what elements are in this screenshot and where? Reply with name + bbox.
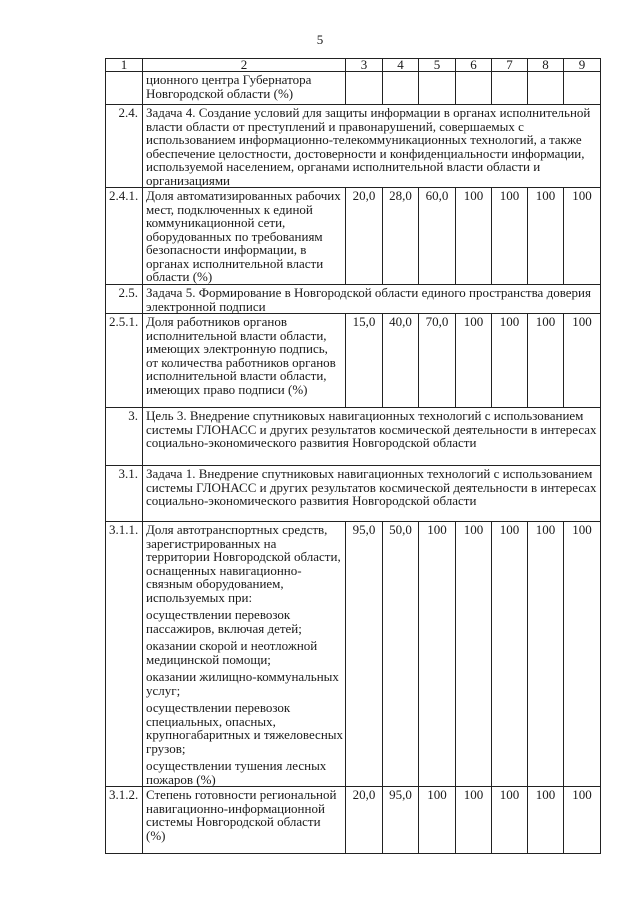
row-number: 3.1. <box>106 466 143 522</box>
row-text-part: осуществлении тушения лесных пожаров (%) <box>146 758 327 787</box>
value-cell <box>528 72 564 105</box>
row-text <box>143 522 346 787</box>
value-cell: 100 <box>492 314 528 408</box>
header-row <box>106 59 601 72</box>
header-cell: 4 <box>383 59 419 72</box>
table-row <box>106 314 601 408</box>
value-cell <box>564 72 601 105</box>
value-cell: 100 <box>564 522 601 787</box>
row-text: Цель 3. Внедрение спутниковых навигационных технологий с использованием системы ГЛОНАСС и других результатов космической деятельности в интересах социально-экономического развития Новгородской области <box>143 408 601 466</box>
row-number: 3.1.1. <box>106 522 143 787</box>
header-cell: 9 <box>564 59 601 72</box>
row-number <box>106 72 143 105</box>
value-cell: 100 <box>419 522 456 787</box>
value-cell <box>456 72 492 105</box>
header-cell: 2 <box>143 59 346 72</box>
value-cell: 100 <box>564 188 601 285</box>
row-text: Доля работников органов исполнительной власти области, имеющих электронную подпись, от количества работников органов исполнительной власти области, имеющих право подписи (%) <box>143 314 346 408</box>
row-number: 2.4. <box>106 105 143 188</box>
value-cell <box>492 72 528 105</box>
table-row <box>106 105 601 188</box>
row-text: Доля автоматизированных рабочих мест, подключенных к единой коммуникационной сети, оборудованных по требованиям безопасности информации, в органах исполнительной власти области (%) <box>143 188 346 285</box>
value-cell: 100 <box>528 314 564 408</box>
value-cell: 100 <box>492 188 528 285</box>
row-number: 2.5.1. <box>106 314 143 408</box>
value-cell <box>383 72 419 105</box>
row-text-part: оказании жилищно-коммунальных услуг; <box>146 669 339 698</box>
value-cell: 95,0 <box>346 522 383 787</box>
value-cell: 100 <box>456 522 492 787</box>
value-cell: 100 <box>528 787 564 854</box>
value-cell <box>419 72 456 105</box>
row-number: 2.5. <box>106 285 143 314</box>
page-number: 5 <box>316 32 324 47</box>
row-number: 3.1.2. <box>106 787 143 854</box>
value-cell: 20,0 <box>346 188 383 285</box>
header-cell: 8 <box>528 59 564 72</box>
table-row <box>106 466 601 522</box>
header-cell: 5 <box>419 59 456 72</box>
table-row <box>106 188 601 285</box>
row-text: Задача 1. Внедрение спутниковых навигационных технологий с использованием системы ГЛОНАСС и других результатов космической деятельности в интересах социально-экономического развития Новгородской области <box>143 466 601 522</box>
row-text: Задача 5. Формирование в Новгородской области единого пространства доверия электронной подписи <box>143 285 601 314</box>
table-row <box>106 522 601 787</box>
value-cell: 100 <box>564 314 601 408</box>
value-cell: 100 <box>456 787 492 854</box>
row-text: Степень готовности региональной навигационно-информационной системы Новгородской области (%) <box>143 787 346 854</box>
value-cell: 100 <box>419 787 456 854</box>
value-cell: 100 <box>456 188 492 285</box>
value-cell: 60,0 <box>419 188 456 285</box>
value-cell: 100 <box>528 522 564 787</box>
value-cell: 100 <box>456 314 492 408</box>
value-cell: 100 <box>564 787 601 854</box>
header-cell: 3 <box>346 59 383 72</box>
value-cell: 100 <box>528 188 564 285</box>
row-number: 2.4.1. <box>106 188 143 285</box>
value-cell <box>346 72 383 105</box>
header-cell: 1 <box>106 59 143 72</box>
table-row <box>106 408 601 466</box>
table-row <box>106 787 601 854</box>
row-text-part: оказании скорой и неотложной медицинской помощи; <box>146 638 318 667</box>
value-cell: 50,0 <box>383 522 419 787</box>
row-text: Задача 4. Создание условий для защиты информации в органах исполнительной власти области от преступлений и правонарушений, совершаемых с использованием информационно-телекоммуникационных технологий, а также обеспечение целостности, достоверности и конфиденциальности информации, используемой населением, органами исполнительной власти области и организациями <box>143 105 601 188</box>
row-text-part: осуществлении перевозок пассажиров, включая детей; <box>146 607 302 636</box>
indicators-table <box>105 58 601 854</box>
value-cell: 28,0 <box>383 188 419 285</box>
value-cell: 15,0 <box>346 314 383 408</box>
row-text-part: Доля автотранспортных средств, зарегистрированных на территории Новгородской области, оснащенных навигационно-связным оборудованием, используемых при: <box>146 522 341 605</box>
value-cell: 70,0 <box>419 314 456 408</box>
row-text-part: осуществлении перевозок специальных, опасных, крупногабаритных и тяжеловесных грузов; <box>146 700 344 756</box>
value-cell: 100 <box>492 522 528 787</box>
value-cell: 40,0 <box>383 314 419 408</box>
table-row <box>106 72 601 105</box>
value-cell: 20,0 <box>346 787 383 854</box>
row-text: ционного центра Губернатора Новгородской области (%) <box>143 72 346 105</box>
row-number: 3. <box>106 408 143 466</box>
header-cell: 7 <box>492 59 528 72</box>
table-row <box>106 285 601 314</box>
header-cell: 6 <box>456 59 492 72</box>
value-cell: 100 <box>492 787 528 854</box>
value-cell: 95,0 <box>383 787 419 854</box>
